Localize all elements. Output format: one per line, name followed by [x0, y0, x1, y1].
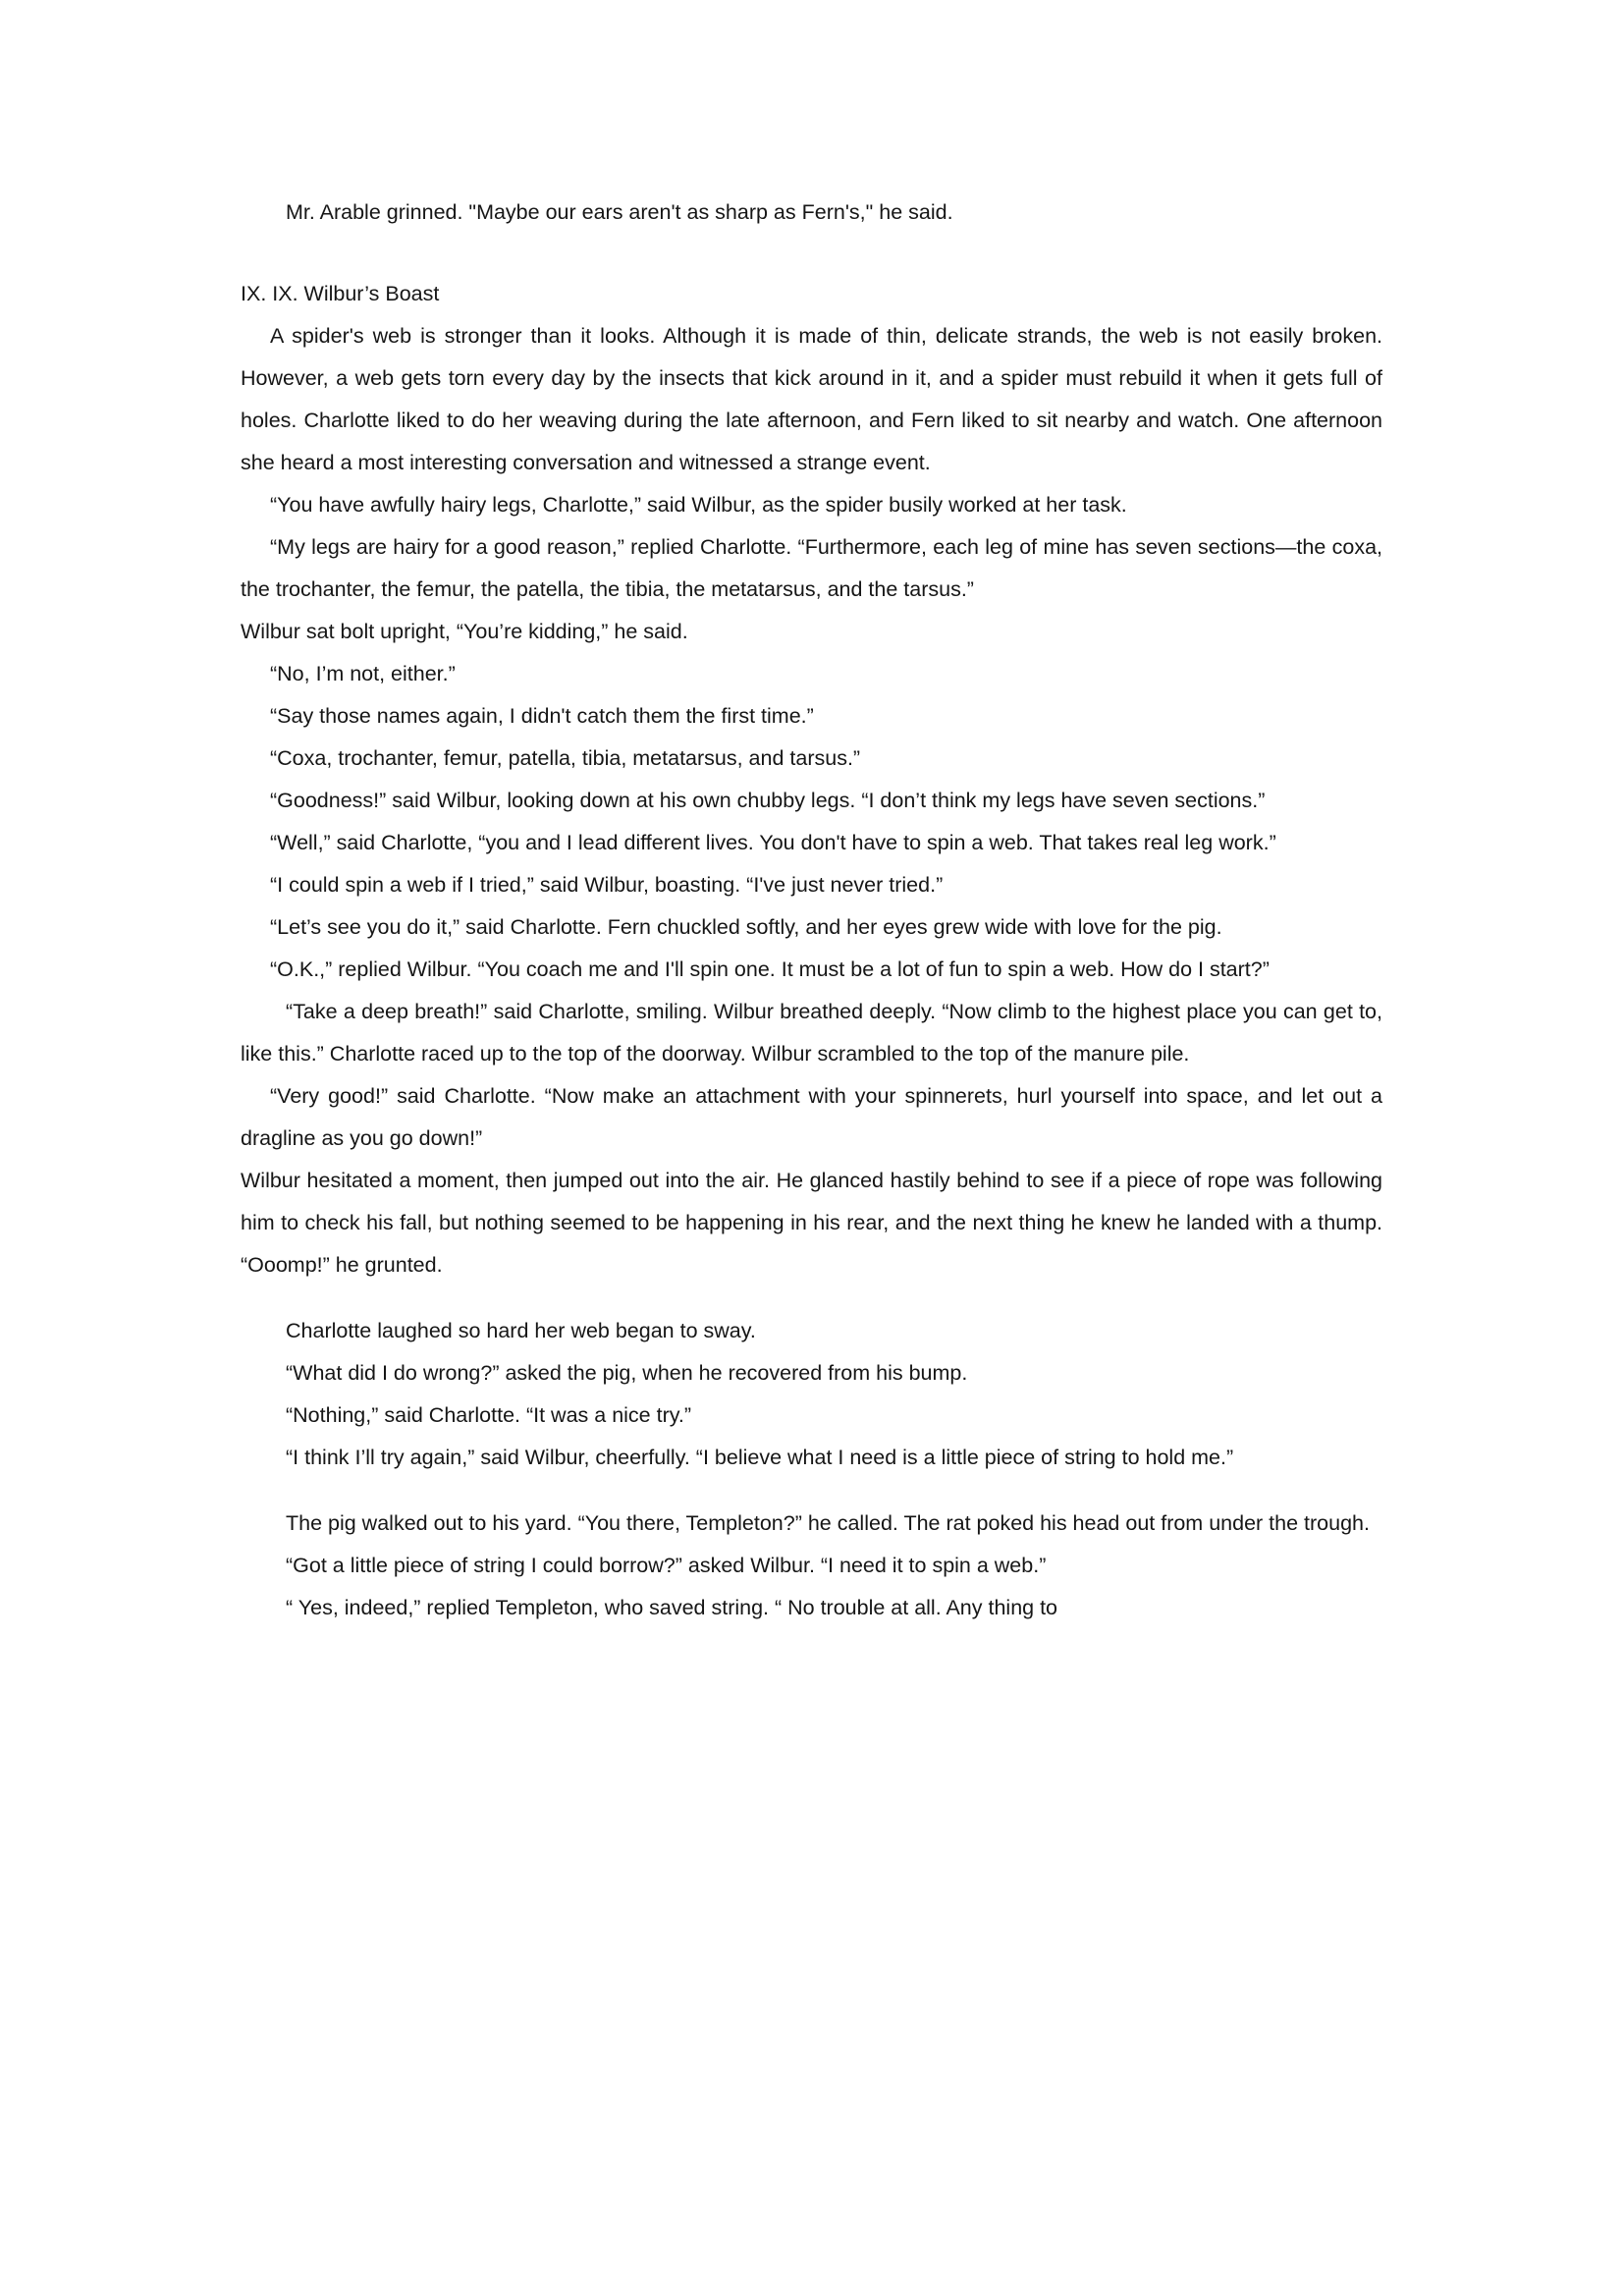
paragraph-17: “What did I do wrong?” asked the pig, when he recovered from his bump.: [286, 1361, 968, 1385]
document-body: [241, 191, 1382, 1629]
paragraph-1: A spider's web is stronger than it looks. Although it is made of thin, delicate strands, the web is not easily broken. However, a web gets torn every day by the insects that kick around in it, and a spider must rebuild it when it gets full of holes. Charlotte liked to do her weaving during the late afternoon, and Fern liked to sit nearby and watch. One afternoon she heard a most interesting conversation and witnessed a strange event.: [241, 324, 1382, 474]
paragraph-8: “Goodness!” said Wilbur, looking down at his own chubby legs. “I don’t think my legs have seven sections.”: [270, 789, 1266, 812]
spacer: [241, 234, 1382, 273]
paragraph-14: “Very good!” said Charlotte. “Now make an attachment with your spinnerets, hurl yourself into space, and let out a dragline as you go down!”: [241, 1084, 1382, 1150]
paragraph-22: “ Yes, indeed,” replied Templeton, who saved string. “ No trouble at all. Any thing to: [286, 1596, 1058, 1619]
paragraph-20: The pig walked out to his yard. “You there, Templeton?” he called. The rat poked his head out from under the trough.: [286, 1511, 1370, 1535]
spacer: [241, 1479, 1382, 1503]
paragraph-9: “Well,” said Charlotte, “you and I lead different lives. You don't have to spin a web. That takes real leg work.”: [270, 831, 1276, 854]
paragraph-7: “Coxa, trochanter, femur, patella, tibia, metatarsus, and tarsus.”: [270, 746, 861, 770]
paragraph-15: Wilbur hesitated a moment, then jumped out into the air. He glanced hastily behind to see if a piece of rope was following him to check his fall, but nothing seemed to be happening in his rear, and the next thing he knew he landed with a thump. “Ooomp!” he grunted.: [241, 1169, 1382, 1277]
paragraph-6: “Say those names again, I didn't catch them the first time.”: [270, 704, 814, 728]
opening-paragraph: Mr. Arable grinned. "Maybe our ears aren't as sharp as Fern's," he said.: [286, 200, 953, 224]
paragraph-4: Wilbur sat bolt upright, “You’re kidding,” he said.: [241, 620, 688, 643]
paragraph-19: “I think I’ll try again,” said Wilbur, cheerfully. “I believe what I need is a little piece of string to hold me.”: [286, 1446, 1234, 1469]
paragraph-18: “Nothing,” said Charlotte. “It was a nice try.”: [286, 1403, 692, 1427]
paragraph-10: “I could spin a web if I tried,” said Wilbur, boasting. “I've just never tried.”: [270, 873, 944, 897]
paragraph-12: “O.K.,” replied Wilbur. “You coach me and I'll spin one. It must be a lot of fun to spin a web. How do I start?”: [270, 957, 1270, 981]
paragraph-16: Charlotte laughed so hard her web began to sway.: [286, 1319, 756, 1342]
paragraph-2: “You have awfully hairy legs, Charlotte,” said Wilbur, as the spider busily worked at her task.: [270, 493, 1127, 517]
paragraph-21: “Got a little piece of string I could borrow?” asked Wilbur. “I need it to spin a web.”: [286, 1554, 1047, 1577]
paragraph-11: “Let’s see you do it,” said Charlotte. Fern chuckled softly, and her eyes grew wide with love for the pig.: [270, 915, 1222, 939]
chapter-heading: IX. IX. Wilbur’s Boast: [241, 282, 440, 305]
paragraph-3: “My legs are hairy for a good reason,” replied Charlotte. “Furthermore, each leg of mine has seven sections—the coxa, the trochanter, the femur, the patella, the tibia, the metatarsus, and the tarsus.”: [241, 535, 1382, 601]
spacer: [241, 1286, 1382, 1310]
paragraph-13: “Take a deep breath!” said Charlotte, smiling. Wilbur breathed deeply. “Now climb to the highest place you can get to, like this.” Charlotte raced up to the top of the doorway. Wilbur scrambled to the top of the manure pile.: [241, 1000, 1382, 1066]
paragraph-5: “No, I’m not, either.”: [270, 662, 456, 685]
